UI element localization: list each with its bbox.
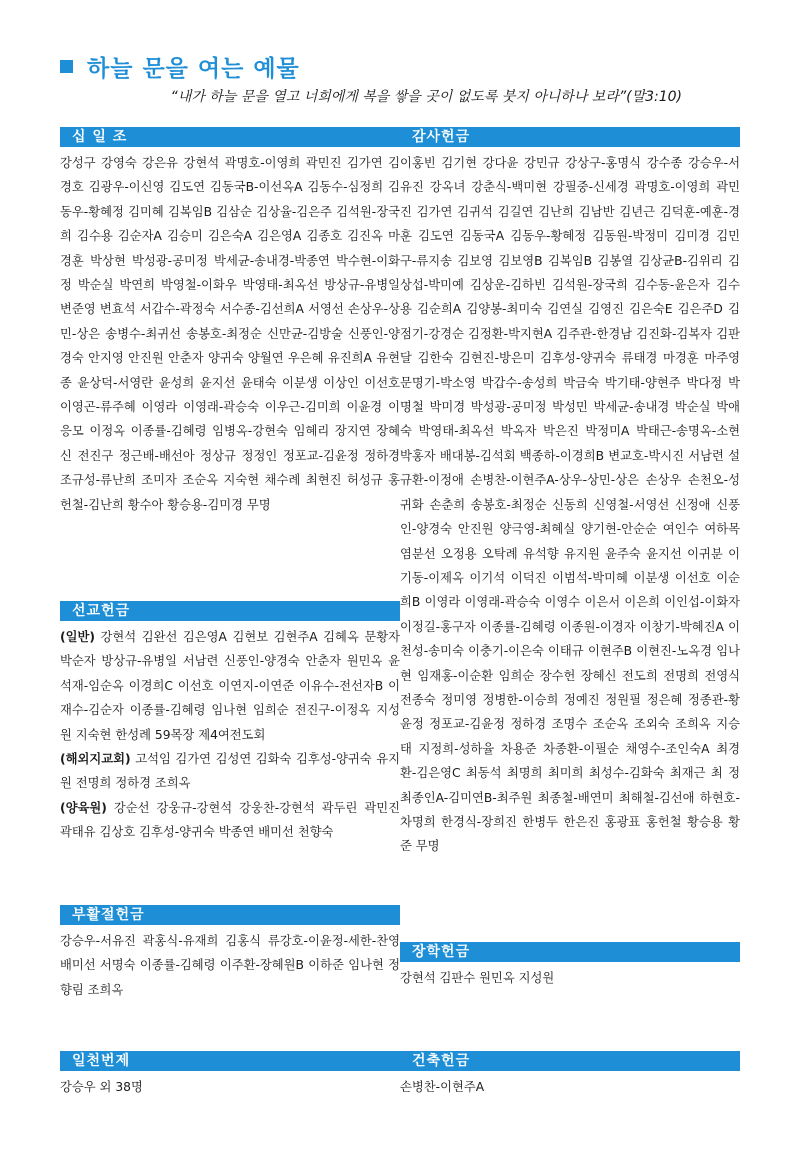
mission-section: [60, 601, 400, 845]
mission-general-label: (일반): [60, 630, 95, 644]
mission-heading: 선교헌금: [60, 601, 400, 621]
ilcheon-names: 강승우 외 38명: [60, 1080, 143, 1094]
ilcheon-heading: 일천번제: [60, 1051, 400, 1071]
easter-heading: 부활절헌금: [60, 905, 400, 925]
mission-general-names: 강현석 김완선 김은영A 김현보 김현주A 김혜옥 문황자 박순자 방상규-유병일 서남련 신풍인-양경숙 안춘자 원민옥 윤석재-임순옥 이경희C 이선호 이연지-이연준 이유수-전선자B 이재수-김순자 이종률-김혜령 임나현 임희순 전진구-이정옥 지성원 지숙현 한성례 59목장 제4여전도회: [60, 630, 400, 742]
easter-section: [60, 905, 400, 1002]
tithe-heading: 십 일 조: [60, 127, 400, 147]
title-row: [60, 50, 300, 83]
scholarship-section: [400, 942, 740, 990]
scholarship-heading: 장학헌금: [400, 942, 740, 962]
mission-nursing-names: 강순선 강웅규-강현석 강웅찬-강현석 곽두린 곽민진 곽태유 김상호 김후성-양귀숙 박종연 배미선 천향숙: [60, 800, 400, 840]
building-names: 손병찬-이현주A: [400, 1080, 485, 1094]
ilcheon-section: [60, 1051, 400, 1099]
mission-nursing: [60, 796, 400, 845]
building-section: [400, 1051, 740, 1099]
mission-body: [60, 625, 400, 845]
mission-overseas: [60, 747, 400, 796]
square-bullet-icon: [60, 60, 73, 73]
scholarship-names: 강현석 김판수 원민옥 지성원: [400, 971, 555, 985]
tithe-section: [60, 127, 400, 517]
mission-general: [60, 625, 400, 747]
thanks-heading: 감사헌금: [400, 127, 740, 147]
mission-overseas-label: (해외지교회): [60, 752, 131, 767]
easter-names: 강승우-서유진 곽홍식-유재희 김홍식 류강호-이윤정-세한-찬영 배미선 서명숙 이종률-김혜령 이주환-장혜원B 이하준 임나현 정향림 조희옥: [60, 934, 400, 997]
building-heading: 건축헌금: [400, 1051, 740, 1071]
mission-nursing-label: (양육원): [60, 800, 107, 815]
thanks-section: [400, 127, 740, 859]
tithe-names: 강성구 강영숙 강은유 강현석 곽명호-이영희 곽민진 김가연 김경호 김광우-이신영 김도연 김동국B-이선옥A 김동수-심정희 김동우-황혜정 김미혜 김복임B 김삼순 김상율-김은주 김석원-장국희 김수용 김순자A 김승미 김은숙A 김은영A 김종호 김진옥 마경훈 박상현 박성광-공미정 박세균-송내경-박종연 박수현-이화정 박순실 박연희 박영철-이화우 박영태-최옥선 방상규-유병일 변준영 변효석 서갑수-곽정숙 서수종-김선희A 서영선 손상우-상민-상은 송병수-최귀선 송봉호-최정순 신만균-김방술 신풍인-양경숙 안지영 안진원 안춘자 양귀숙 양월연 우은혜 유진희A 유현종 윤상덕-서영란 윤성희 윤지선 윤태숙 이분생 이상인 이선호 이영곤-류주혜 이영라 이영래-곽승숙 이우근-김미희 이윤경 이응모 이정옥 이종률-김혜령 임병옥-강현숙 임혜리 장지연 장혜신 전진구 정근배-배선아 정상규 정정인 정포교-김윤정 정하경 조규성-류난희 조미자 조순옥 지숙현 채수례 최현진 허성규 홍헌철-김난희 황수아 황승용-김미경 무명: [60, 156, 400, 512]
bible-verse-subtitle: “내가 하늘 문을 열고 너희에게 복을 쌓을 곳이 없도록 붓지 아니하나 보라”(말3:10): [170, 89, 682, 105]
thanks-names: 이홍빈 김기현 강다윤 강민규 강상구-홍명식 강수종 강승우-서유진 강옥녀 강춘식-백미현 강필중-신세경 곽명호-이영희 곽민진 김가연 김귀석 김길연 김난희 김남반 김년근 김덕훈-예훈-경훈 김도연 김동국A 김동우-황혜정 김동원-박정미 김미경 김민구-류지송 김보영 김보영B 김복임B 김봉열 김상균B-김위리 김상섭-박미예 김상운-김하빈 김석원-장국희 김수동-윤은자 김수용 김순희A 김양봉-최미숙 김연실 김영진 김은숙E 김은주D 김점기-강경순 김정환-박지현A 김주관-한경남 김진화-김복자 김판달 김한숙 김현진-방은미 김후성-양귀숙 류태경 마경훈 마주영 문명기-박소영 박갑수-송성희 박금숙 박기태-양현주 박다정 박명철 박미경 박성광-공미정 박성민 박세균-송내경 박순실 박애숙 박영태-최옥선 박옥자 박은진 박정미A 박태근-송명옥-소현 박홍자 배대봉-김석회 백종하-이경희B 변교호-박시진 서남련 설규환-이정애 손병찬-이현주A-상우-상민-상은 손상우 손천오-성귀화 손춘희 송봉호-최정순 신동희 신영철-서영선 신정애 신풍인-양경숙 안진원 양극영-최혜실 양기현-안순순 여인수 여하목 염분선 오정용 오탁례 유석향 유지원 윤주숙 윤지선 이귀분 이기동-이제옥 이기석 이덕진 이범석-박미혜 이분생 이선호 이순희B 이영라 이영래-곽승숙 이영수 이은서 이은희 이인섭-이화자 이정길-홍구자 이종률-김혜령 이종원-이경자 이창기-박혜진A 이천성-송미숙 이충기-이은숙 이태규 이현주B 이현진-노옥경 임나현 임재홍-이순환 임희순 장수헌 장혜신 전도희 전명희 전영식 전종숙 정미영 정병한-이승희 정예진 정원필 정은혜 정종관-황윤정 정포교-김윤정 정하경 조명수 조순옥 조외숙 조희옥 지승태 지정희-성하율 차용준 차종환-이필순 채영수-조인숙A 최경환-김은영C 최동석 최명희 최미희 최성수-김화숙 최재근 최 정 최종인A-김미연B-최주원 최종철-배연미 최해철-김선애 하현호-차명희 한경식-장희진 한병두 한은진 홍광표 홍헌철 황승용 황 준 무명: [400, 156, 740, 854]
page-title: 하늘 문을 여는 예물: [87, 56, 300, 82]
mission-overseas-names: 고석임 김가연 김성연 김화숙 김후성-양귀숙 유지원 전명희 정하경 조희옥: [60, 752, 400, 791]
